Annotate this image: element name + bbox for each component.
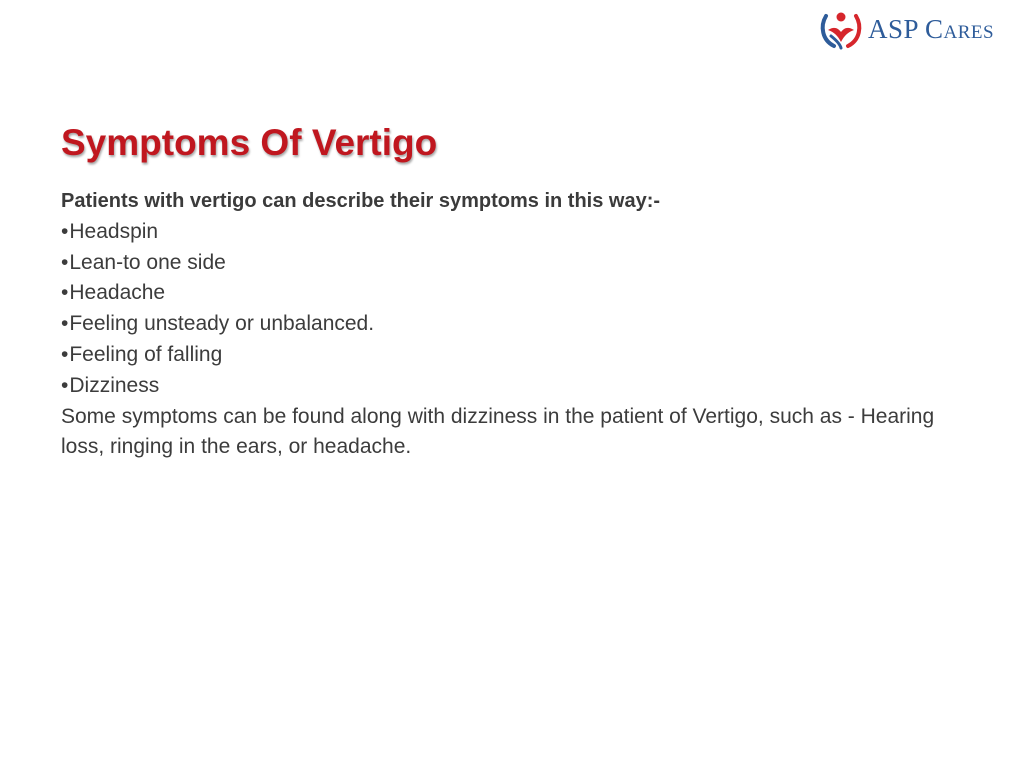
asp-cares-logo <box>818 6 1018 52</box>
additional-symptoms-note: Some symptoms can be found along with dizziness in the patient of Vertigo, such as - Hearing loss, ringing in the ears, or headache. <box>61 404 935 459</box>
bullet: • <box>61 312 69 336</box>
symptom-text: Headache <box>69 281 166 305</box>
bullet: • <box>61 219 69 243</box>
symptom-text: Feeling unsteady or unbalanced. <box>69 312 375 336</box>
symptom-item <box>61 278 981 309</box>
symptom-item <box>61 340 981 371</box>
logo-wordmark <box>868 13 995 44</box>
asp-cares-logo-icon <box>818 6 864 52</box>
intro-text: Patients with vertigo can describe their symptoms in this way:- <box>61 190 661 212</box>
symptom-text: Dizziness <box>69 373 160 397</box>
symptom-text: Feeling of falling <box>69 342 223 366</box>
bullet: • <box>61 281 69 305</box>
bullet: • <box>61 342 69 366</box>
slide-title: Symptoms Of Vertigo <box>61 122 438 163</box>
symptom-text: Headspin <box>69 219 159 243</box>
symptom-list <box>61 217 981 402</box>
symptom-item <box>61 217 981 248</box>
symptom-item <box>61 248 981 279</box>
slide-body <box>61 186 981 463</box>
logo-brand: ASP <box>868 13 920 44</box>
bullet: • <box>61 250 69 274</box>
symptom-item <box>61 309 981 340</box>
logo-brand-suffix: Cares <box>925 13 995 44</box>
symptom-item <box>61 371 981 402</box>
bullet: • <box>61 373 69 397</box>
symptom-text: Lean-to one side <box>69 250 226 274</box>
